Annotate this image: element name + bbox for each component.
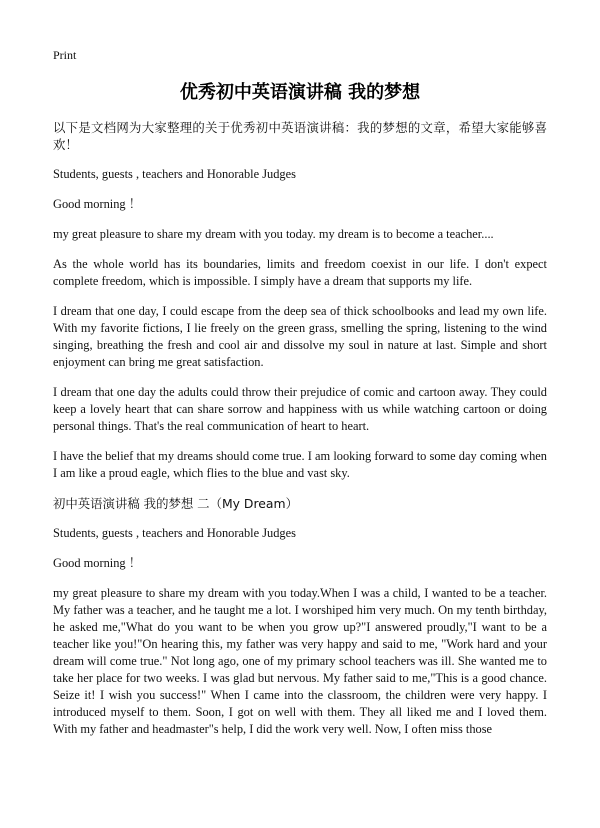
salutation-2: Students, guests , teachers and Honorable Judges [53, 526, 296, 540]
document-body [53, 119, 547, 751]
paragraph-6: my great pleasure to share my dream with you today.When I was a child, I wanted to be a teacher. My father was a teacher, and he taught me a lot. I worshiped him very much. On my tenth birthday, he asked me,"What do you want to be when you grow up?"I answered proudly,"I want to be a teacher like you!"On hearing this, my father was very happy and said to me, "Work hard and your dream will come true." Not long ago, one of my primary school teachers was ill. She wanted me to take her place for two weeks. I was glad but nervous. My father said to me,"This is a good chance. Seize it! I wish you success!" When I came into the classroom, the children were very happy. I introduced myself to them. Soon, I got on well with them. They all liked me and I loved them. With my father and headmaster"s help, I did the work very well. Now, I often miss those [53, 586, 547, 736]
print-link[interactable]: Print [53, 48, 77, 62]
paragraph-5: I have the belief that my dreams should come true. I am looking forward to some day coming when I am like a proud eagle, which flies to the blue and vast sky. [53, 449, 547, 480]
paragraph-2: As the whole world has its boundaries, limits and freedom coexist in our life. I don't expect complete freedom, which is impossible. I simply have a dream that supports my life. [53, 257, 547, 288]
paragraph-3: I dream that one day, I could escape from the deep sea of thick schoolbooks and lead my own life. With my favorite fictions, I lie freely on the green grass, smelling the spring, listening to the wind singing, breathing the fresh and cool air and dissolve my soul in nature at last. Simple and short enjoyment can bring me great satisfaction. [53, 304, 547, 369]
salutation-1: Students, guests , teachers and Honorable Judges [53, 167, 296, 181]
paragraph-1: my great pleasure to share my dream with you today. my dream is to become a teacher.... [53, 227, 494, 241]
intro-paragraph: 以下是文档网为大家整理的关于优秀初中英语演讲稿：我的梦想的文章，希望大家能够喜欢！ [53, 120, 547, 152]
page-title: 优秀初中英语演讲稿 我的梦想 [179, 82, 421, 103]
paragraph-4: I dream that one day the adults could throw their prejudice of comic and cartoon away. They could keep a lovely heart that can share sorrow and happiness with us while watching cartoon or doing personal things. That's the real communication of heart to heart. [53, 385, 547, 433]
section-heading-2: 初中英语演讲稿 我的梦想 二（My Dream） [53, 496, 298, 511]
greeting-2: Good morning ！ [53, 556, 142, 570]
greeting-1: Good morning ！ [53, 197, 142, 211]
